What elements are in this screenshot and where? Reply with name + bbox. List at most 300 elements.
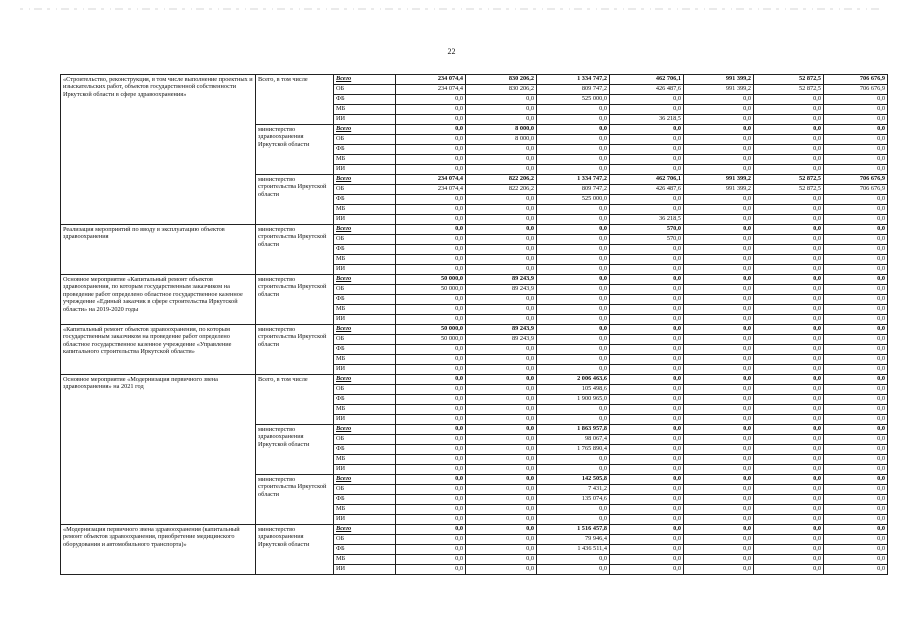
amount-cell: 0,0 (684, 155, 754, 165)
amount-cell: 0,0 (754, 355, 824, 365)
amount-cell: 0,0 (824, 475, 888, 485)
funding-source-cell: МБ (334, 205, 396, 215)
amount-cell: 0,0 (396, 515, 466, 525)
table-row (61, 325, 888, 335)
amount-cell: 0,0 (610, 365, 684, 375)
amount-cell: 0,0 (537, 455, 610, 465)
amount-cell: 0,0 (824, 535, 888, 545)
amount-cell: 0,0 (684, 295, 754, 305)
amount-cell: 0,0 (684, 325, 754, 335)
executor-cell: Всего, в том числе (256, 375, 334, 425)
amount-cell: 234 074,4 (396, 85, 466, 95)
amount-cell: 0,0 (396, 545, 466, 555)
amount-cell: 0,0 (754, 125, 824, 135)
amount-cell: 1 436 511,4 (537, 545, 610, 555)
amount-cell: 0,0 (824, 195, 888, 205)
amount-cell: 0,0 (466, 355, 537, 365)
amount-cell: 0,0 (466, 235, 537, 245)
amount-cell: 0,0 (824, 435, 888, 445)
amount-cell: 525 000,0 (537, 195, 610, 205)
amount-cell: 0,0 (396, 235, 466, 245)
funding-source-cell: ФБ (334, 445, 396, 455)
amount-cell: 0,0 (396, 415, 466, 425)
funding-source-cell: МБ (334, 455, 396, 465)
amount-cell: 0,0 (824, 285, 888, 295)
amount-cell: 0,0 (396, 155, 466, 165)
amount-cell: 0,0 (824, 335, 888, 345)
amount-cell: 0,0 (610, 265, 684, 275)
amount-cell: 52 872,5 (754, 175, 824, 185)
amount-cell: 8 000,0 (466, 135, 537, 145)
executor-cell: министерство строительства Иркутской области (256, 475, 334, 525)
amount-cell: 0,0 (754, 525, 824, 535)
amount-cell: 0,0 (610, 475, 684, 485)
amount-cell: 0,0 (537, 415, 610, 425)
amount-cell: 0,0 (537, 285, 610, 295)
amount-cell: 0,0 (684, 385, 754, 395)
amount-cell: 0,0 (466, 465, 537, 475)
measure-description: Реализация мероприятий по вводу в эксплуатацию объектов здравоохранения (61, 225, 256, 275)
amount-cell: 0,0 (824, 425, 888, 435)
amount-cell: 0,0 (466, 445, 537, 455)
amount-cell: 2 006 463,6 (537, 375, 610, 385)
amount-cell: 0,0 (684, 265, 754, 275)
funding-source-cell: Всего (334, 125, 396, 135)
amount-cell: 706 676,9 (824, 85, 888, 95)
amount-cell: 0,0 (610, 455, 684, 465)
amount-cell: 0,0 (684, 505, 754, 515)
amount-cell: 0,0 (684, 255, 754, 265)
amount-cell: 0,0 (824, 525, 888, 535)
funding-source-cell: МБ (334, 255, 396, 265)
amount-cell: 0,0 (396, 315, 466, 325)
amount-cell: 0,0 (684, 405, 754, 415)
amount-cell: 0,0 (824, 275, 888, 285)
amount-cell: 36 218,5 (610, 115, 684, 125)
funding-source-cell: Всего (334, 325, 396, 335)
amount-cell: 0,0 (466, 495, 537, 505)
funding-source-cell: МБ (334, 555, 396, 565)
amount-cell: 0,0 (684, 335, 754, 345)
amount-cell: 0,0 (396, 165, 466, 175)
amount-cell: 36 218,5 (610, 215, 684, 225)
amount-cell: 0,0 (824, 215, 888, 225)
amount-cell: 0,0 (824, 165, 888, 175)
amount-cell: 0,0 (396, 405, 466, 415)
amount-cell: 0,0 (610, 545, 684, 555)
funding-source-cell: ФБ (334, 245, 396, 255)
funding-source-cell: МБ (334, 105, 396, 115)
amount-cell: 830 206,2 (466, 85, 537, 95)
amount-cell: 0,0 (610, 145, 684, 155)
amount-cell: 0,0 (754, 515, 824, 525)
amount-cell: 0,0 (466, 225, 537, 235)
amount-cell: 0,0 (466, 545, 537, 555)
amount-cell: 0,0 (824, 265, 888, 275)
amount-cell: 0,0 (466, 145, 537, 155)
amount-cell: 0,0 (396, 365, 466, 375)
amount-cell: 0,0 (610, 335, 684, 345)
amount-cell: 0,0 (466, 385, 537, 395)
amount-cell: 0,0 (537, 335, 610, 345)
amount-cell: 0,0 (396, 455, 466, 465)
funding-source-cell: ФБ (334, 295, 396, 305)
amount-cell: 0,0 (610, 345, 684, 355)
amount-cell: 0,0 (684, 195, 754, 205)
amount-cell: 0,0 (537, 355, 610, 365)
amount-cell: 570,0 (610, 235, 684, 245)
amount-cell: 0,0 (684, 565, 754, 575)
amount-cell: 0,0 (537, 145, 610, 155)
amount-cell: 0,0 (754, 425, 824, 435)
amount-cell: 0,0 (684, 555, 754, 565)
amount-cell: 0,0 (396, 115, 466, 125)
amount-cell: 0,0 (466, 375, 537, 385)
amount-cell: 0,0 (610, 515, 684, 525)
amount-cell: 0,0 (754, 245, 824, 255)
amount-cell: 0,0 (824, 455, 888, 465)
amount-cell: 0,0 (537, 205, 610, 215)
amount-cell: 0,0 (754, 295, 824, 305)
amount-cell: 0,0 (754, 445, 824, 455)
amount-cell: 0,0 (824, 375, 888, 385)
amount-cell: 0,0 (684, 535, 754, 545)
amount-cell: 0,0 (684, 345, 754, 355)
funding-source-cell: ФБ (334, 195, 396, 205)
amount-cell: 0,0 (396, 385, 466, 395)
amount-cell: 0,0 (610, 285, 684, 295)
amount-cell: 0,0 (537, 125, 610, 135)
amount-cell: 0,0 (537, 295, 610, 305)
amount-cell: 0,0 (396, 225, 466, 235)
amount-cell: 0,0 (537, 555, 610, 565)
amount-cell: 0,0 (610, 415, 684, 425)
amount-cell: 706 676,9 (824, 75, 888, 85)
amount-cell: 462 706,1 (610, 75, 684, 85)
amount-cell: 0,0 (396, 125, 466, 135)
amount-cell: 0,0 (684, 115, 754, 125)
amount-cell: 0,0 (537, 275, 610, 285)
amount-cell: 0,0 (610, 495, 684, 505)
amount-cell: 0,0 (684, 215, 754, 225)
funding-source-cell: ФБ (334, 95, 396, 105)
amount-cell: 0,0 (537, 135, 610, 145)
amount-cell: 89 243,9 (466, 335, 537, 345)
amount-cell: 0,0 (824, 495, 888, 505)
amount-cell: 0,0 (754, 475, 824, 485)
executor-cell: министерство строительства Иркутской области (256, 275, 334, 325)
amount-cell: 0,0 (824, 145, 888, 155)
funding-source-cell: ИИ (334, 265, 396, 275)
amount-cell: 822 206,2 (466, 175, 537, 185)
funding-source-cell: Всего (334, 425, 396, 435)
amount-cell: 0,0 (754, 365, 824, 375)
amount-cell: 0,0 (396, 375, 466, 385)
amount-cell: 0,0 (824, 385, 888, 395)
funding-source-cell: ИИ (334, 415, 396, 425)
amount-cell: 0,0 (537, 515, 610, 525)
amount-cell: 830 206,2 (466, 75, 537, 85)
funding-source-cell: ОБ (334, 185, 396, 195)
amount-cell: 0,0 (754, 555, 824, 565)
amount-cell: 0,0 (684, 465, 754, 475)
amount-cell: 89 243,9 (466, 285, 537, 295)
amount-cell: 234 074,4 (396, 175, 466, 185)
amount-cell: 0,0 (754, 535, 824, 545)
amount-cell: 706 676,9 (824, 185, 888, 195)
amount-cell: 50 000,0 (396, 325, 466, 335)
amount-cell: 0,0 (537, 255, 610, 265)
amount-cell: 0,0 (610, 425, 684, 435)
amount-cell: 0,0 (610, 295, 684, 305)
amount-cell: 0,0 (396, 205, 466, 215)
amount-cell: 0,0 (537, 215, 610, 225)
amount-cell: 0,0 (754, 385, 824, 395)
amount-cell: 0,0 (824, 395, 888, 405)
amount-cell: 0,0 (684, 365, 754, 375)
amount-cell: 0,0 (754, 465, 824, 475)
amount-cell: 0,0 (466, 395, 537, 405)
amount-cell: 0,0 (684, 375, 754, 385)
amount-cell: 0,0 (396, 445, 466, 455)
amount-cell: 0,0 (396, 255, 466, 265)
amount-cell: 50 000,0 (396, 285, 466, 295)
amount-cell: 0,0 (537, 465, 610, 475)
amount-cell: 0,0 (466, 525, 537, 535)
amount-cell: 89 243,9 (466, 275, 537, 285)
amount-cell: 0,0 (610, 505, 684, 515)
funding-source-cell: Всего (334, 175, 396, 185)
amount-cell: 0,0 (684, 455, 754, 465)
amount-cell: 0,0 (396, 465, 466, 475)
amount-cell: 0,0 (396, 345, 466, 355)
amount-cell: 0,0 (754, 415, 824, 425)
amount-cell: 0,0 (754, 135, 824, 145)
executor-cell: министерство здравоохранения Иркутской области (256, 525, 334, 575)
amount-cell: 0,0 (466, 485, 537, 495)
amount-cell: 0,0 (466, 215, 537, 225)
table-row (61, 225, 888, 235)
amount-cell: 0,0 (396, 425, 466, 435)
amount-cell: 0,0 (754, 215, 824, 225)
amount-cell: 0,0 (466, 415, 537, 425)
amount-cell: 0,0 (754, 335, 824, 345)
amount-cell: 0,0 (754, 285, 824, 295)
amount-cell: 0,0 (610, 205, 684, 215)
amount-cell: 0,0 (537, 345, 610, 355)
amount-cell: 0,0 (610, 325, 684, 335)
measure-description: Основное мероприятие «Капитальный ремонт объектов здравоохранения, по которым государственным заказчиком на проведение работ определено областное государственное казенное учреждение «Единый заказчик в сфере строительства Иркутской области» на 2019-2020 годы (61, 275, 256, 325)
measure-description: «Строительство, реконструкция, в том числе выполнение проектных и изыскательских работ, объектов государственной собственности Иркутской области в сфере здравоохранения» (61, 75, 256, 225)
amount-cell: 0,0 (754, 315, 824, 325)
amount-cell: 0,0 (466, 255, 537, 265)
amount-cell: 0,0 (754, 395, 824, 405)
amount-cell: 0,0 (610, 95, 684, 105)
amount-cell: 0,0 (824, 415, 888, 425)
amount-cell: 0,0 (754, 205, 824, 215)
amount-cell: 1 516 457,8 (537, 525, 610, 535)
executor-cell: министерство здравоохранения Иркутской области (256, 425, 334, 475)
amount-cell: 0,0 (824, 345, 888, 355)
funding-source-cell: Всего (334, 525, 396, 535)
funding-source-cell: ИИ (334, 115, 396, 125)
amount-cell: 0,0 (610, 535, 684, 545)
amount-cell: 7 431,2 (537, 485, 610, 495)
amount-cell: 79 946,4 (537, 535, 610, 545)
funding-source-cell: ИИ (334, 515, 396, 525)
amount-cell: 0,0 (824, 325, 888, 335)
amount-cell: 0,0 (466, 365, 537, 375)
amount-cell: 52 872,5 (754, 75, 824, 85)
amount-cell: 0,0 (824, 485, 888, 495)
amount-cell: 0,0 (466, 295, 537, 305)
amount-cell: 0,0 (466, 565, 537, 575)
amount-cell: 0,0 (754, 435, 824, 445)
amount-cell: 0,0 (466, 95, 537, 105)
funding-source-cell: ФБ (334, 345, 396, 355)
amount-cell: 0,0 (824, 445, 888, 455)
amount-cell: 0,0 (824, 515, 888, 525)
measure-description: «Модернизация первичного звена здравоохранения (капитальный ремонт объектов здравоохранения, приобретение медицинского оборудования и автомобильного транспорта)» (61, 525, 256, 575)
amount-cell: 52 872,5 (754, 185, 824, 195)
amount-cell: 0,0 (396, 355, 466, 365)
amount-cell: 0,0 (684, 285, 754, 295)
budget-table (60, 74, 888, 575)
amount-cell: 0,0 (754, 145, 824, 155)
amount-cell: 0,0 (610, 445, 684, 455)
funding-source-cell: ФБ (334, 395, 396, 405)
amount-cell: 142 505,8 (537, 475, 610, 485)
funding-source-cell: ИИ (334, 165, 396, 175)
funding-source-cell: МБ (334, 155, 396, 165)
amount-cell: 0,0 (684, 305, 754, 315)
amount-cell: 0,0 (610, 465, 684, 475)
amount-cell: 426 487,6 (610, 85, 684, 95)
amount-cell: 706 676,9 (824, 175, 888, 185)
amount-cell: 0,0 (610, 105, 684, 115)
amount-cell: 0,0 (824, 115, 888, 125)
amount-cell: 0,0 (610, 525, 684, 535)
funding-source-cell: Всего (334, 75, 396, 85)
amount-cell: 0,0 (754, 235, 824, 245)
amount-cell: 0,0 (396, 485, 466, 495)
amount-cell: 0,0 (610, 245, 684, 255)
amount-cell: 50 000,0 (396, 275, 466, 285)
amount-cell: 0,0 (466, 155, 537, 165)
table-row (61, 75, 888, 85)
amount-cell: 0,0 (396, 135, 466, 145)
amount-cell: 0,0 (824, 315, 888, 325)
amount-cell: 0,0 (824, 255, 888, 265)
amount-cell: 0,0 (396, 525, 466, 535)
amount-cell: 0,0 (396, 105, 466, 115)
amount-cell: 0,0 (396, 265, 466, 275)
amount-cell: 0,0 (754, 155, 824, 165)
amount-cell: 991 399,2 (684, 85, 754, 95)
amount-cell: 0,0 (537, 305, 610, 315)
amount-cell: 234 074,4 (396, 75, 466, 85)
amount-cell: 0,0 (684, 525, 754, 535)
amount-cell: 0,0 (684, 485, 754, 495)
executor-cell: министерство строительства Иркутской области (256, 325, 334, 375)
amount-cell: 0,0 (466, 425, 537, 435)
amount-cell: 0,0 (466, 515, 537, 525)
table-row (61, 275, 888, 285)
amount-cell: 991 399,2 (684, 175, 754, 185)
amount-cell: 0,0 (610, 125, 684, 135)
funding-source-cell: ФБ (334, 495, 396, 505)
amount-cell: 0,0 (824, 505, 888, 515)
amount-cell: 0,0 (466, 405, 537, 415)
amount-cell: 0,0 (684, 515, 754, 525)
amount-cell: 0,0 (466, 165, 537, 175)
amount-cell: 0,0 (537, 265, 610, 275)
amount-cell: 0,0 (754, 95, 824, 105)
amount-cell: 0,0 (466, 245, 537, 255)
amount-cell: 0,0 (537, 505, 610, 515)
amount-cell: 0,0 (754, 405, 824, 415)
amount-cell: 1 765 890,4 (537, 445, 610, 455)
amount-cell: 0,0 (684, 145, 754, 155)
amount-cell: 1 900 965,0 (537, 395, 610, 405)
amount-cell: 0,0 (396, 295, 466, 305)
amount-cell: 0,0 (396, 95, 466, 105)
amount-cell: 0,0 (537, 315, 610, 325)
amount-cell: 0,0 (396, 475, 466, 485)
funding-source-cell: ИИ (334, 365, 396, 375)
amount-cell: 135 074,6 (537, 495, 610, 505)
amount-cell: 0,0 (396, 245, 466, 255)
amount-cell: 0,0 (824, 295, 888, 305)
amount-cell: 991 399,2 (684, 185, 754, 195)
amount-cell: 0,0 (824, 105, 888, 115)
amount-cell: 0,0 (610, 135, 684, 145)
amount-cell: 0,0 (396, 555, 466, 565)
funding-source-cell: МБ (334, 355, 396, 365)
amount-cell: 0,0 (396, 195, 466, 205)
amount-cell: 0,0 (754, 195, 824, 205)
amount-cell: 0,0 (824, 235, 888, 245)
funding-source-cell: ОБ (334, 535, 396, 545)
amount-cell: 0,0 (610, 485, 684, 495)
amount-cell: 0,0 (466, 115, 537, 125)
amount-cell: 0,0 (684, 425, 754, 435)
funding-source-cell: ОБ (334, 335, 396, 345)
amount-cell: 0,0 (684, 355, 754, 365)
amount-cell: 0,0 (684, 495, 754, 505)
funding-source-cell: Всего (334, 275, 396, 285)
amount-cell: 0,0 (610, 165, 684, 175)
executor-cell: министерство строительства Иркутской области (256, 175, 334, 225)
amount-cell: 0,0 (537, 115, 610, 125)
amount-cell: 0,0 (466, 505, 537, 515)
page-number: 22 (447, 47, 456, 56)
amount-cell: 991 399,2 (684, 75, 754, 85)
amount-cell: 0,0 (754, 275, 824, 285)
amount-cell: 0,0 (684, 395, 754, 405)
executor-cell: министерство строительства Иркутской области (256, 225, 334, 275)
amount-cell: 822 206,2 (466, 185, 537, 195)
funding-source-cell: ФБ (334, 545, 396, 555)
amount-cell: 234 074,4 (396, 185, 466, 195)
funding-source-cell: МБ (334, 405, 396, 415)
amount-cell: 809 747,2 (537, 185, 610, 195)
amount-cell: 0,0 (684, 205, 754, 215)
amount-cell: 0,0 (610, 395, 684, 405)
measure-description: «Капитальный ремонт объектов здравоохранения, по которым государственным заказчиком на проведение работ определено областное государственное казенное учреждение «Управление капитального строительства Иркутской области» (61, 325, 256, 375)
amount-cell: 0,0 (684, 475, 754, 485)
amount-cell: 0,0 (754, 505, 824, 515)
